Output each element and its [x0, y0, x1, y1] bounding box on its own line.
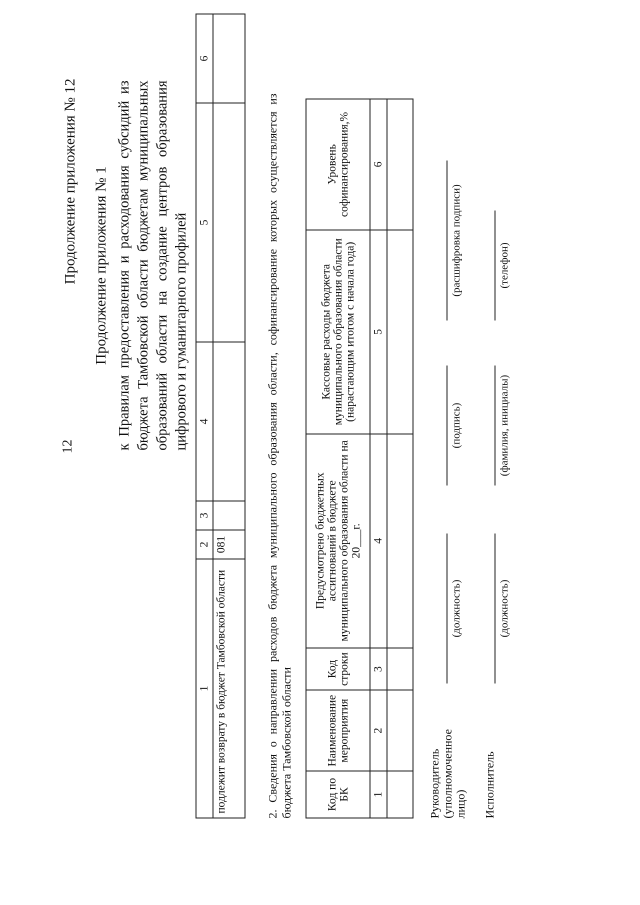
executor-name-line: [494, 365, 495, 485]
table-row: [213, 14, 245, 818]
table2-empty-cell: [387, 647, 413, 690]
continuation-heading-12: Продолжение приложения № 12: [62, 78, 78, 284]
table1-header-cell: 1: [196, 559, 213, 818]
head-position-caption: (должность): [450, 579, 462, 637]
appendix1-block: [92, 80, 191, 450]
table2-header-cell: Код строки: [306, 647, 370, 690]
table2-number-cell: 6: [370, 99, 387, 230]
head-signature-line: [446, 365, 447, 485]
table2-empty-cell: [387, 771, 413, 818]
table1-header-cell: 4: [196, 342, 213, 501]
table1-empty-cell: [213, 501, 245, 530]
table2-number-cell: 4: [370, 433, 387, 647]
table2-number-cell: 2: [370, 690, 387, 771]
table2-header-cell: Наименование мероприятия: [306, 690, 370, 771]
head-position-line: [446, 533, 447, 683]
head-decoding-caption: (расшифровка подписи): [450, 183, 462, 297]
executor-label: Исполнитель: [482, 750, 496, 818]
appendix1-body: к Правилам предоставления и расходования субсидий из бюджета Тамбовской области бюджетам муниципальных образований области на создание центров образования цифрового и гуманитарного профилей: [116, 80, 189, 450]
table1-empty-cell: [213, 342, 245, 501]
table2-header-cell: Уровень софинансирования,%: [306, 99, 370, 230]
executor-name-caption: (фамилия, инициалы): [498, 374, 510, 476]
table2-header-cell: Код по БК: [306, 771, 370, 818]
head-signature-caption: (подпись): [450, 402, 462, 448]
executor-position-caption: (должность): [498, 579, 510, 637]
table2-number-cell: 5: [370, 229, 387, 433]
table2-number-cell: 1: [370, 771, 387, 818]
section2-text: 2. Сведения о направлении расходов бюджета муниципального образования области, софинансирование которых осуществляется из бюджета Тамбовской области: [265, 93, 293, 818]
table2-number-row: [370, 99, 387, 818]
table2-empty-cell: [387, 433, 413, 647]
table2-header-cell: Предусмотрено бюджетных ассигнований в бюджете муниципального образования области на 20___г.: [306, 433, 370, 647]
table-1: [195, 13, 245, 818]
table1-header-row: [196, 14, 213, 818]
appendix1-heading: Продолжение приложения № 1: [93, 165, 109, 365]
table2-empty-cell: [387, 690, 413, 771]
head-decoding-line: [446, 160, 447, 320]
executor-phone-line: [494, 210, 495, 320]
page-number: 12: [60, 439, 75, 453]
table1-header-cell: 6: [196, 14, 213, 103]
table1-header-cell: 3: [196, 501, 213, 530]
table1-row-code: 081: [213, 530, 245, 559]
table2-number-cell: 3: [370, 647, 387, 690]
table2-empty-cell: [387, 229, 413, 433]
table2-empty-cell: [387, 99, 413, 230]
executor-position-line: [494, 533, 495, 683]
table2-header-cell: Кассовые расходы бюджета муниципального образования области (нарастающим итогом с начала года): [306, 229, 370, 433]
table1-row-label: подлежит возврату в бюджет Тамбовской области: [213, 559, 245, 818]
table1-empty-cell: [213, 103, 245, 342]
table1-header-cell: 2: [196, 530, 213, 559]
table1-header-cell: 5: [196, 103, 213, 342]
table1-empty-cell: [213, 14, 245, 103]
table-row: [387, 99, 413, 818]
executor-phone-caption: (телефон): [498, 241, 510, 289]
head-label: Руководитель (уполномоченное лицо): [427, 728, 467, 818]
table-2: [305, 98, 413, 818]
table2-header-row: [306, 99, 370, 818]
